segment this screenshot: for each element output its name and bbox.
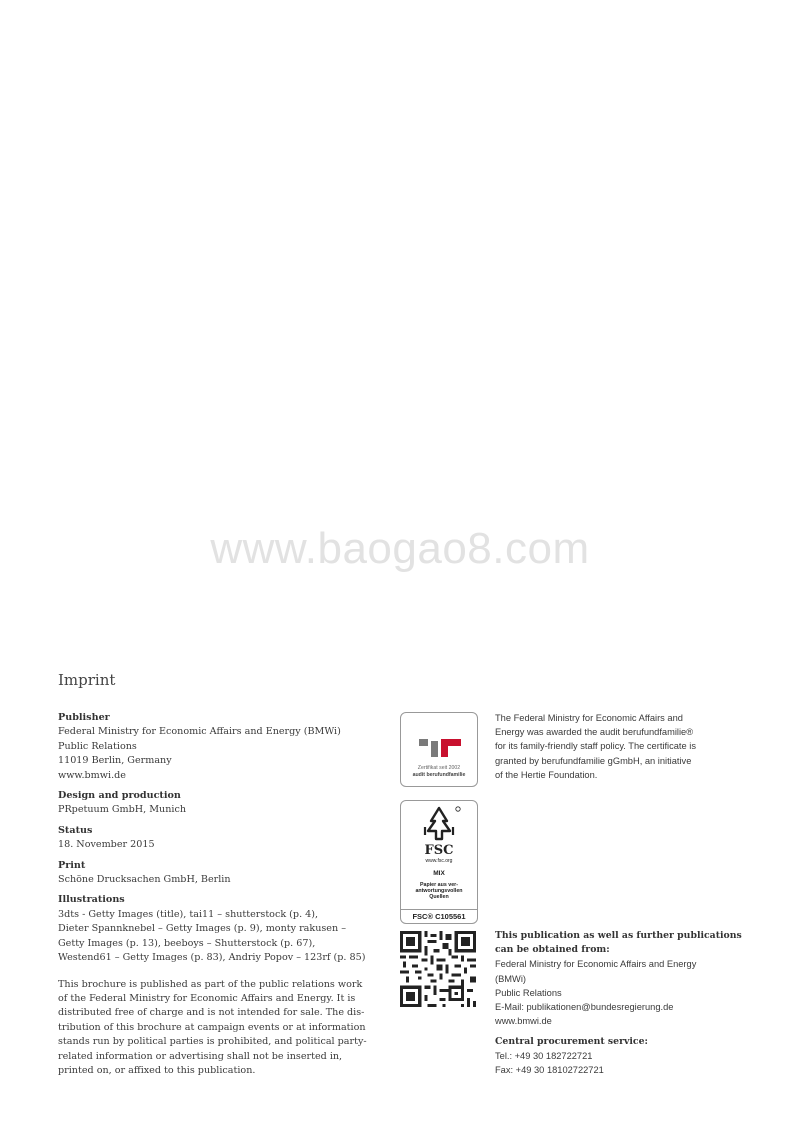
illustrations-line: 3dts - Getty Images (title), tai11 – shutterstock (p. 4), [58,908,319,920]
note-line: printed on, or affixed to this publication. [58,1064,256,1076]
publications-website: www.bmwi.de [495,1016,552,1027]
publications-email: E-Mail: publikationen@bundesregierung.de [495,1002,674,1013]
audit-berufundfamilie-logo [400,712,478,787]
illustrations-line: Westend61 – Getty Images (p. 83), Andriy Popov – 123rf (p. 85) [58,952,366,964]
fsc-desc-line: antwortungsvollen [415,888,463,894]
audit-caption-line: audit berufundfamilie [412,771,466,778]
note-line: stands run by political parties is prohibited, and political party- [58,1036,367,1048]
publisher-heading: Publisher [58,712,110,723]
procurement-fax: Fax: +49 30 18102722721 [495,1065,604,1076]
note-line: of the Federal Ministry for Economic Affairs and Energy. It is [58,992,356,1004]
procurement-info [495,1035,648,1078]
fsc-license-code: FSC® C105561 [401,909,477,921]
watermark: www.baogao8.com [210,524,590,573]
fsc-mix: MIX [433,870,445,877]
distribution-note [58,978,367,1079]
imprint-details [58,711,367,1078]
audit-text-line: Energy was awarded the audit berufundfamilie® [495,727,694,738]
print-line: Schöne Drucksachen GmbH, Berlin [58,874,231,886]
procurement-heading: Central procurement service: [495,1036,648,1047]
design-heading: Design and production [58,790,181,802]
fsc-desc-line: Quellen [429,894,449,900]
illustrations-line: Dieter Spannknebel – Getty Images (p. 9), monty rakusen – [58,923,346,935]
fsc-description [401,882,477,900]
publications-info [495,929,742,1028]
publisher-line: 11019 Berlin, Germany [58,755,172,767]
fsc-website: www.fsc.org [425,858,453,864]
qr-code-icon [400,931,476,1007]
audit-text-line: The Federal Ministry for Economic Affairs and [495,713,683,723]
audit-text-line: granted by berufundfamilie gGmbH, an initiative [495,755,692,766]
fsc-desc-line: Papier aus ver- [420,882,458,888]
audit-logo-icon [401,713,477,765]
publisher-line: Public Relations [58,740,137,752]
note-line: related information or advertising shall not be inserted in, [58,1050,343,1062]
audit-text-line: for its family-friendly staff policy. The certificate is [495,741,696,752]
audit-caption [401,765,477,778]
note-line: This brochure is published as part of the public relations work [58,978,363,990]
status-section [58,824,358,853]
note-line: tribution of this brochure at campaign events or at information [58,1021,366,1033]
procurement-phone: Tel.: +49 30 182722721 [495,1051,593,1062]
publications-heading: can be obtained from: [495,944,610,956]
audit-description [495,711,696,782]
print-section [58,859,358,888]
page-title: Imprint [58,671,116,689]
status-date: 18. November 2015 [58,839,155,851]
publisher-website: www.bmwi.de [58,769,126,781]
illustrations-section [58,893,366,965]
publisher-section [58,711,358,783]
print-heading: Print [58,859,86,871]
status-heading: Status [58,824,93,836]
fsc-tree-icon [401,801,477,845]
publications-line: Public Relations [495,987,562,998]
publisher-line: Federal Ministry for Economic Affairs and Energy (BMWi) [58,726,341,738]
illustrations-line: Getty Images (p. 13), beeboys – Shutterstock (p. 67), [58,937,316,949]
publications-line: (BMWi) [495,973,526,984]
publications-line: Federal Ministry for Economic Affairs and Energy [495,959,697,970]
audit-text-line: of the Hertie Foundation. [495,769,598,780]
design-section [58,789,358,818]
fsc-brand: FSC [424,843,454,858]
illustrations-heading: Illustrations [58,894,125,906]
design-line: PRpetuum GmbH, Munich [58,804,187,816]
fsc-certification-label [400,800,478,924]
audit-caption-line: Zertifikat seit 2002 [417,765,461,771]
publications-heading: This publication as well as further publications [495,930,742,941]
note-line: distributed free of charge and is not intended for sale. The dis- [58,1007,365,1019]
